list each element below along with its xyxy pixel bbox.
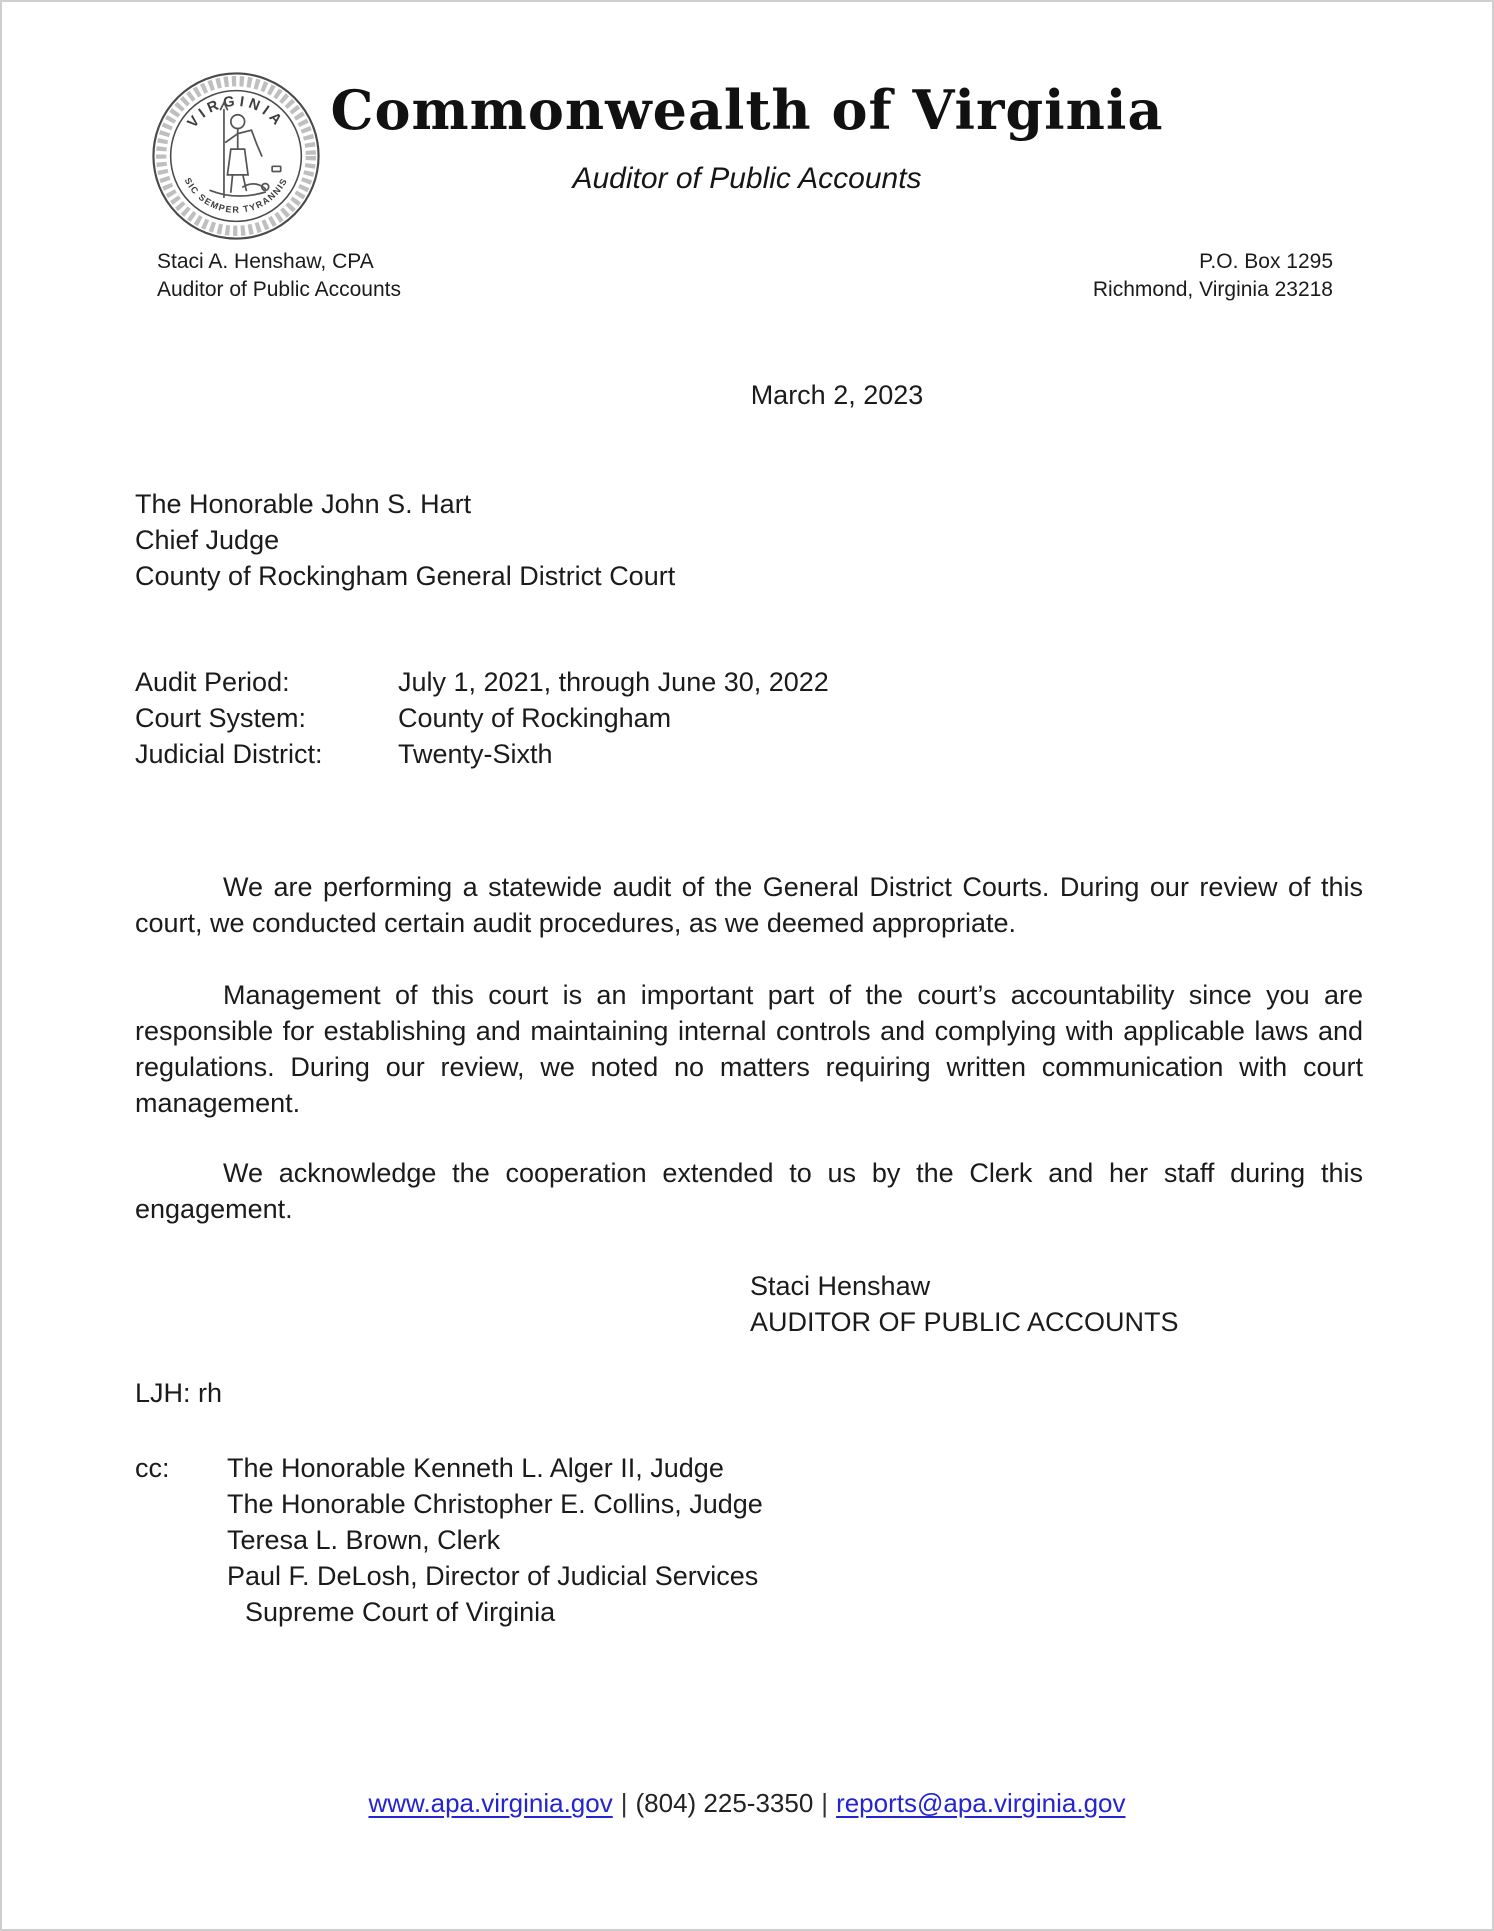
signer-title: AUDITOR OF PUBLIC ACCOUNTS bbox=[750, 1307, 1179, 1337]
auditor-title: Auditor of Public Accounts bbox=[157, 278, 401, 301]
cc-name: Paul F. DeLosh, Director of Judicial Services bbox=[227, 1561, 759, 1591]
court-system-row bbox=[135, 700, 829, 736]
page-title: Commonwealth of Virginia bbox=[330, 78, 1164, 142]
signer-name: Staci Henshaw bbox=[750, 1271, 931, 1301]
recipient-title: Chief Judge bbox=[135, 525, 280, 555]
cc-name: The Honorable Christopher E. Collins, Judge bbox=[227, 1489, 763, 1519]
body-paragraph-1: We are performing a statewide audit of the General District Courts. During our review of this court, we conducted certain audit procedures, as we deemed appropriate. bbox=[135, 872, 1363, 938]
cc-label: cc: bbox=[135, 1453, 170, 1483]
footer-separator: | bbox=[821, 1788, 829, 1818]
body-paragraph-3: We acknowledge the cooperation extended to us by the Clerk and her staff during this engagement. bbox=[135, 1158, 1363, 1224]
po-box: P.O. Box 1295 bbox=[1199, 250, 1333, 273]
cc-names bbox=[227, 1450, 763, 1630]
court-system-label: Court System: bbox=[135, 703, 307, 733]
audit-period-label: Audit Period: bbox=[135, 667, 290, 697]
phone-number: (804) 225-3350 bbox=[635, 1788, 814, 1818]
auditor-name: Staci A. Henshaw, CPA bbox=[157, 250, 374, 273]
body-paragraph-2: Management of this court is an important part of the court’s accountability since you are responsible for establishing and maintaining internal controls and complying with applicable laws and regulations. During our review, we noted no matters requiring written communication with court management. bbox=[135, 980, 1363, 1118]
judicial-district-row bbox=[135, 736, 829, 772]
seal-bottom-text: SIC SEMPER TYRANNIS bbox=[182, 176, 290, 215]
cc-name-suborg: Supreme Court of Virginia bbox=[245, 1597, 556, 1627]
signature-block bbox=[750, 1268, 1179, 1340]
footer-contact-line bbox=[2, 1788, 1492, 1819]
recipient-name: The Honorable John S. Hart bbox=[135, 489, 472, 519]
audit-period-row bbox=[135, 664, 829, 700]
city-state-zip: Richmond, Virginia 23218 bbox=[1092, 278, 1333, 301]
auditor-contact-block bbox=[157, 248, 401, 304]
audit-info-block bbox=[135, 664, 829, 772]
letter-date: March 2, 2023 bbox=[750, 380, 924, 410]
seal-top-text: VIRGINIA bbox=[184, 93, 288, 132]
recipient-block bbox=[135, 486, 675, 594]
footer-separator: | bbox=[620, 1788, 628, 1818]
email-link[interactable]: reports@apa.virginia.gov bbox=[836, 1788, 1126, 1818]
cc-block bbox=[135, 1450, 763, 1630]
audit-period-value: July 1, 2021, through June 30, 2022 bbox=[398, 667, 829, 697]
cc-name: Teresa L. Brown, Clerk bbox=[227, 1525, 501, 1555]
recipient-court: County of Rockingham General District Court bbox=[135, 561, 676, 591]
website-link[interactable]: www.apa.virginia.gov bbox=[368, 1788, 613, 1818]
page-subtitle: Auditor of Public Accounts bbox=[572, 162, 922, 195]
office-address-block bbox=[1093, 248, 1333, 304]
judicial-district-value: Twenty-Sixth bbox=[398, 739, 553, 769]
court-system-value: County of Rockingham bbox=[398, 703, 672, 733]
cc-name: The Honorable Kenneth L. Alger II, Judge bbox=[227, 1453, 724, 1483]
reference-initials: LJH: rh bbox=[135, 1378, 223, 1408]
judicial-district-label: Judicial District: bbox=[135, 739, 323, 769]
